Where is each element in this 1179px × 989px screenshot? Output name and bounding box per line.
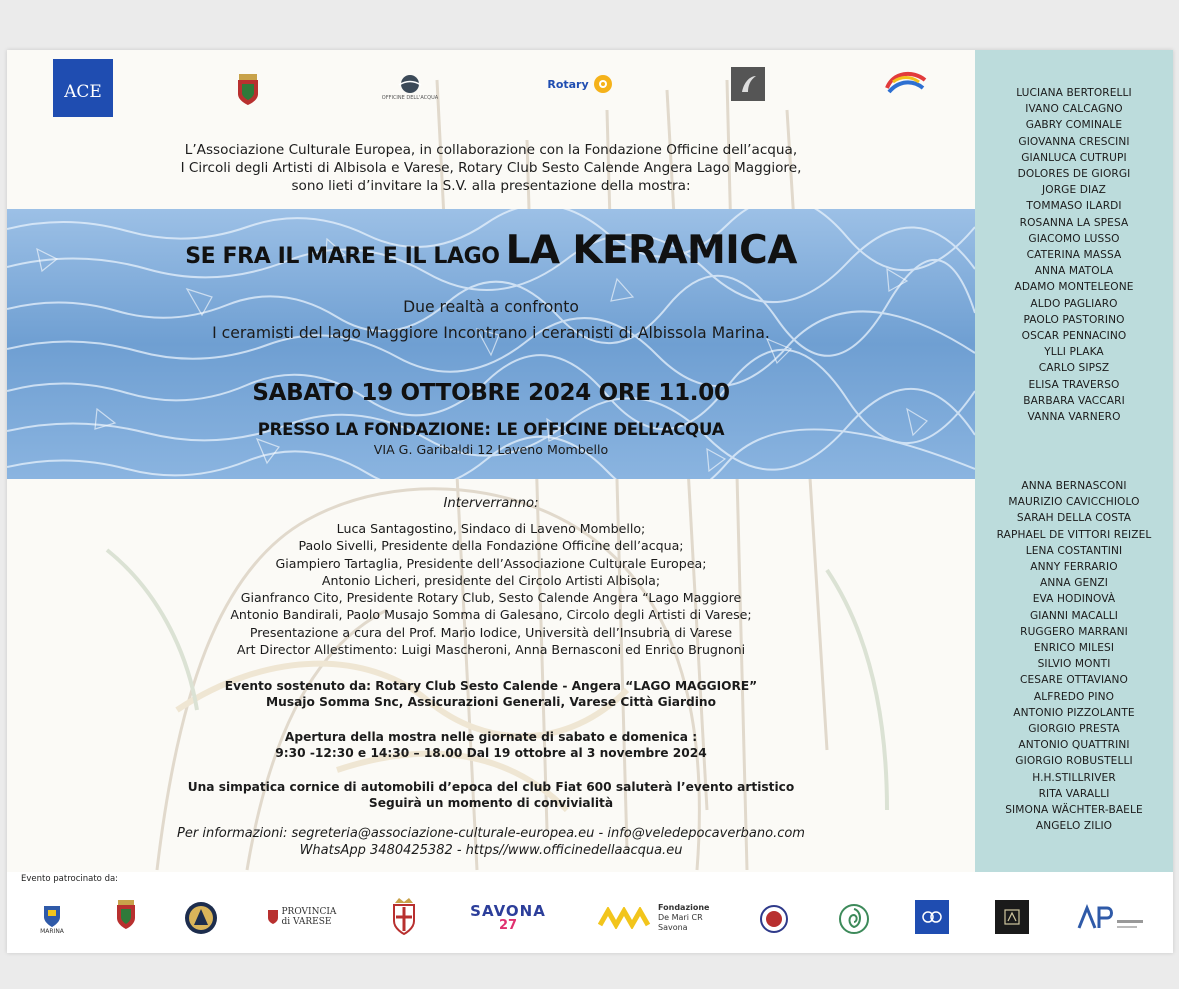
artists-sidebar [975,50,1173,872]
subtitle-line-2: I ceramisti del lago Maggiore Incontrano i ceramisti di Albissola Marina. [212,324,770,342]
artist-name: OSCAR PENNACINO [1021,330,1127,343]
artist-name: DOLORES DE GIORGI [1017,168,1131,181]
albissola-marina-logo [35,894,69,944]
speaker-item: Giampiero Tartaglia, Presidente dell’Associazione Culturale Europea; [275,555,707,571]
artist-name: ANNA GENZI [1040,577,1108,590]
opening-line-1: Apertura della mostra nelle giornate di sabato e domenica : [284,730,698,744]
intro-line-3: sono lieti d’invitare la S.V. alla presentazione della mostra: [291,178,691,194]
green-spiral-icon [838,903,870,935]
patronage-label: Evento patrocinato da: [21,874,119,884]
event-date: SABATO 19 OTTOBRE 2024 ORE 11.00 [252,380,730,406]
artist-name: ANTONIO QUATTRINI [1018,739,1130,752]
artist-name: RITA VARALLI [1038,787,1110,800]
main-panel [7,50,975,872]
provincia-text: PROVINCIA di VARESE [281,907,337,927]
artists-list-mare [975,478,1173,834]
dark-square-logo [995,900,1029,934]
event-venue: PRESSO LA FONDAZIONE: LE OFFICINE DELL’ACQUA [257,420,725,439]
artist-name: IVANO CALCAGNO [1025,103,1123,116]
albissola-text: MARINA [40,927,64,935]
officine-logo-text: OFFICINE DELL'ACQUA [381,95,439,101]
artist-name: YLLI PLAKA [1044,346,1104,359]
artist-name: RAPHAEL DE VITTORI REIZEL [996,528,1152,541]
speaker-item: Antonio Licheri, presidente del Circolo Artisti Albisola; [321,572,661,588]
speaker-item: Paolo Sivelli, Presidente della Fondazione Officine dell’acqua; [298,538,684,554]
opening-line-2: 9:30 -12:30 e 14:30 – 18.00 Dal 19 ottobre al 3 novembre 2024 [275,746,707,760]
artist-name: GABRY COMINALE [1025,119,1123,132]
fondazione-sub: De Mari CR Savona [658,913,703,932]
subtitle-line-1: Due realtà a confronto [403,298,579,316]
comune-crest-logo [113,898,139,932]
speakers-list [7,520,975,658]
artists-list-lago [975,85,1173,425]
event-address: VIA G. Garibaldi 12 Laveno Mombello [373,442,609,457]
artist-name: H.H.STILLRIVER [1032,771,1116,784]
rotary-wheel-icon [593,74,613,94]
artist-name: SARAH DELLA COSTA [1016,512,1132,525]
artist-name: CESARE OTTAVIANO [1019,674,1128,687]
artist-name: VANNA VARNERO [1027,411,1121,424]
provincia-crest-icon [267,909,279,925]
artist-name: GIORGIO PRESTA [1028,723,1120,736]
artist-name: ANNA BERNASCONI [1021,480,1127,492]
speaker-item: Luca Santagostino, Sindaco di Laveno Mombello; [336,521,646,536]
artist-name: SIMONA WÄCHTER-BAELE [1005,804,1143,817]
rotary-logo-text: Rotary [547,77,589,91]
title-small: SE FRA IL MARE E IL LAGO [185,244,500,269]
blue-square-logo [915,900,949,934]
ap-logo [1071,900,1147,934]
cars-line-2: Seguirà un momento di convivialità [368,796,614,810]
artist-name: LUCIANA BERTORELLI [1016,87,1132,99]
cars-line-1: Una simpatica cornice di automobili d’epoca del club Fiat 600 saluterà l’evento artistico [187,780,795,794]
circolo-artisti-logo [731,67,765,101]
artist-name: CARLO SIPSZ [1038,362,1110,375]
speaker-item: Art Director Allestimento: Luigi Mascheroni, Anna Bernasconi ed Enrico Brugnoni [236,642,746,658]
artist-name: GIANNI MACALLI [1029,609,1119,622]
fondazione-de-mari-logo [597,902,715,934]
sponsor-line-1: Evento sostenuto da: Rotary Club Sesto Calende - Angera “LAGO MAGGIORE” [224,679,758,693]
artist-name: ANGELO ZILIO [1035,820,1113,833]
speaker-item: Presentazione a cura del Prof. Mario Iodice, Università dell’Insubria di Varese [249,624,733,640]
round-seal-logo [183,900,219,936]
ap-icon [1073,902,1145,932]
ace-logo-text: ACE [64,82,102,102]
rotary-logo [547,68,613,100]
header-logos [7,50,975,120]
fondazione-text: Fondazione [658,903,710,912]
artist-name: GIANLUCA CUTRUPI [1021,151,1127,164]
artist-name: ENRICO MILESI [1033,642,1115,655]
artist-name: SILVIO MONTI [1037,658,1111,671]
artist-name: GIOVANNA CRESCINI [1018,135,1130,148]
savona-year: 27 [498,918,518,933]
artist-name: PAOLO PASTORINO [1023,313,1125,326]
savona-text: SAVONA [470,902,546,920]
fondazione-wave-icon [598,907,654,929]
title-big: LA KERAMICA [505,228,797,273]
speaker-item: Gianfranco Cito, Presidente Rotary Club, Sesto Calende Angera “Lago Maggiore [240,590,742,606]
patronage-logos [7,888,1173,948]
crowned-crest-logo [389,894,419,940]
artist-name: CATERINA MASSA [1026,249,1122,262]
blue-square-icon [921,909,943,925]
laveno-crest-icon [235,74,261,106]
colorful-logo [883,68,929,98]
contact-line-2: WhatsApp 3480425382 - https//www.officinedellaacqua.eu [299,843,683,858]
artist-name: ANTONIO PIZZOLANTE [1013,706,1135,719]
artist-name: ALFREDO PINO [1033,690,1115,703]
dark-square-icon [1002,907,1022,927]
artist-name: ADAMO MONTELEONE [1014,281,1134,294]
speakers-heading: Interverranno: [443,496,539,511]
artist-name: ALDO PAGLIARO [1030,297,1118,310]
artist-name: JORGE DIAZ [1042,184,1106,197]
artist-name: RUGGERO MARRANI [1020,625,1128,638]
contact-line-1: Per informazioni: segreteria@associazione-culturale-europea.eu - info@veledepocaverbano.com [177,826,805,841]
artist-name: GIORGIO ROBUSTELLI [1015,755,1133,768]
artist-name: ANNY FERRARIO [1030,561,1118,574]
artist-name: ROSANNA LA SPESA [1019,216,1129,229]
artist-name: TOMMASO ILARDI [1026,200,1122,213]
round-emblem-icon [760,905,788,933]
intro-line-1: L’Associazione Culturale Europea, in collaborazione con la Fondazione Officine dell’acqua, [184,142,798,158]
invitation-card [7,50,1173,953]
artist-name: EVA HODINOVÀ [1032,593,1116,606]
green-spiral-logo [837,902,871,936]
albissola-crest-icon [42,904,62,928]
speaker-item: Antonio Bandirali, Paolo Musajo Somma di Galesano, Circolo degli Artisti di Varese; [230,607,752,623]
artist-name: GIACOMO LUSSO [1028,232,1120,245]
crowned-crest-icon [391,897,417,937]
sailboat-seal-icon [184,901,218,935]
officine-acqua-logo [381,66,439,108]
exhibition-title [7,228,975,273]
artist-name: ANNA MATOLA [1034,265,1114,278]
round-emblem-logo-1 [759,904,789,934]
comune-crest-icon [115,900,137,930]
provincia-varese-logo [265,904,349,930]
artist-name: MAURIZIO CAVICCHIOLO [1008,496,1140,509]
intro-line-2: I Circoli degli Artisti di Albisola e Varese, Rotary Club Sesto Calende Angera Lago Maggiore, [180,160,802,176]
artist-name: LENA COSTANTINI [1025,544,1123,557]
artist-name: BARBARA VACCARI [1023,394,1125,407]
artist-name: ELISA TRAVERSO [1028,378,1120,391]
ace-logo [53,59,113,117]
sponsor-line-2: Musajo Somma Snc, Assicurazioni Generali, Varese Città Giardino [266,695,716,709]
savona-2027-logo [463,900,553,936]
